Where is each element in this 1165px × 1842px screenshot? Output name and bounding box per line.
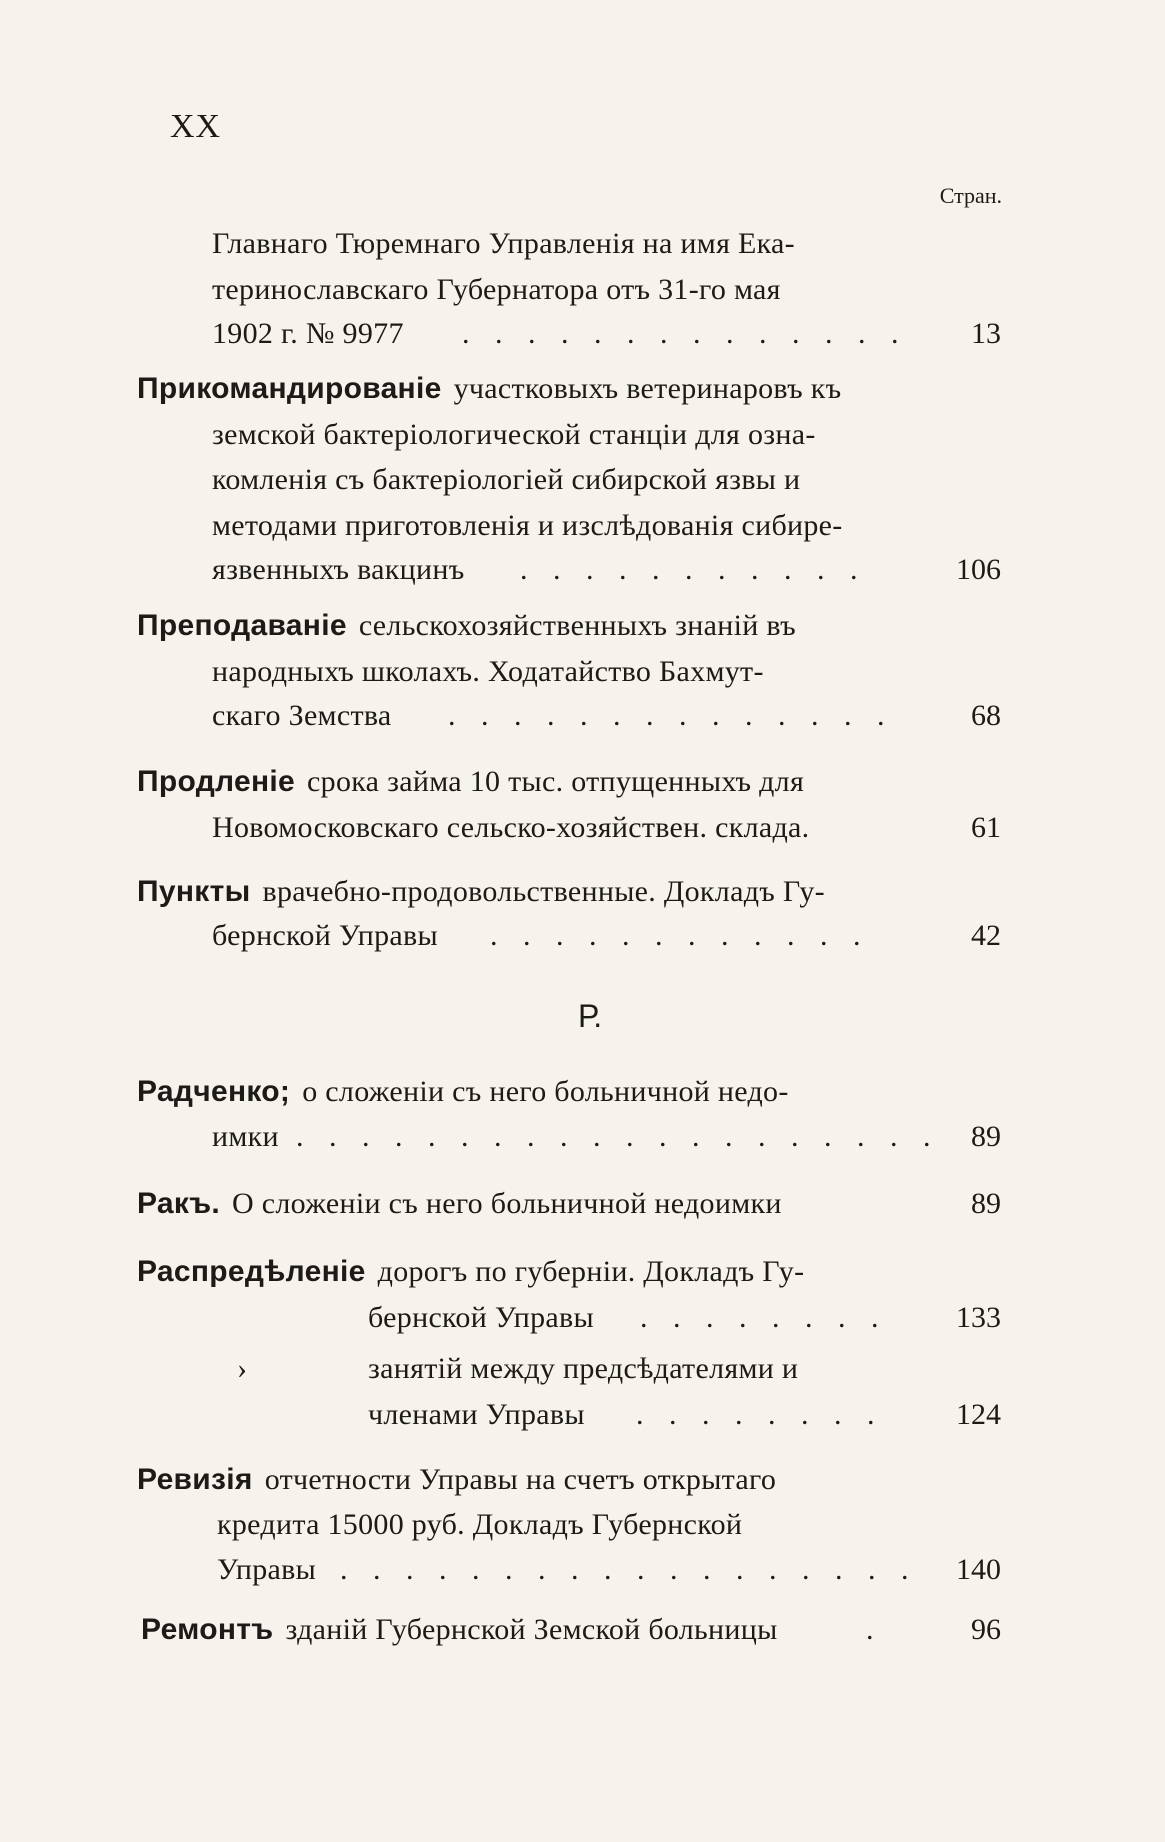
index-line (0, 1608, 1165, 1652)
entry-text: сельскохозяйственныхъ знаній въ (358, 609, 796, 642)
entry-text: методами приготовленія и изслѣдованія сибире- (212, 509, 843, 542)
entry-page: 133 (956, 1301, 1001, 1334)
entry-keyword: Распредѣленіе (137, 1255, 366, 1288)
entry-text: комленія съ бактеріологіей сибирской язвы и (212, 463, 801, 496)
leader-dots: . . . . . . . . . . . . . . (448, 699, 894, 732)
index-line (0, 760, 1165, 804)
entry-page: 124 (956, 1398, 1001, 1431)
entry-text: кредита 15000 руб. Докладъ Губернской (217, 1508, 743, 1541)
index-line (0, 1503, 1165, 1547)
index-line (0, 1296, 1165, 1340)
index-line (0, 268, 1165, 312)
entry-text: членами Управы (368, 1398, 585, 1431)
leader-dots: . . . . . . . . . . . . . . . . . . . . (296, 1120, 940, 1153)
entry-text: теринославскаго Губернатора отъ 31-го мая (212, 273, 781, 306)
entry-keyword: Радченко; (137, 1075, 291, 1108)
entry-page: 96 (971, 1613, 1001, 1646)
entry-keyword: Прикомандированіе (137, 372, 442, 405)
index-line (0, 1347, 1165, 1391)
page-number: XX (170, 108, 222, 145)
entry-text: скаго Земства (212, 699, 392, 732)
entry-page: 89 (971, 1187, 1001, 1220)
index-line (0, 312, 1165, 356)
index-line (0, 548, 1165, 592)
leader-dots: . (866, 1613, 883, 1646)
entry-keyword: Ремонтъ (141, 1613, 274, 1646)
entry-text: язвенныхъ вакцинъ (212, 553, 465, 586)
index-line (0, 458, 1165, 502)
entry-page: 68 (971, 699, 1001, 732)
index-line (0, 1393, 1165, 1437)
leader-dots: . . . . . . . . . . . (520, 553, 867, 586)
index-line (0, 1458, 1165, 1502)
entry-text: врачебно-продовольственные. Докладъ Гу- (262, 875, 825, 908)
index-line (0, 694, 1165, 738)
leader-dots: . . . . . . . . . . . . . . (462, 317, 908, 350)
leader-dots: . . . . . . . . . . . . . . . . . . (340, 1553, 918, 1586)
entry-text: земской бактеріологической станціи для озна- (212, 418, 816, 451)
section-letter: Р. (578, 998, 603, 1034)
ditto-mark: › (237, 1352, 248, 1385)
entry-text: 1902 г. № 9977 (212, 317, 404, 350)
index-line (0, 1182, 1165, 1226)
index-line (0, 1070, 1165, 1114)
entry-text: занятій между предсѣдателями и (368, 1352, 799, 1385)
entry-text: Главнаго Тюремнаго Управленія на имя Ека- (212, 227, 795, 260)
leader-dots: . . . . . . . . (640, 1301, 888, 1334)
entry-text: участковыхъ ветеринаровъ къ (453, 372, 842, 405)
entry-text: О сложеніи съ него больничной недоимки (232, 1187, 782, 1220)
entry-text: отчетности Управы на счетъ открытаго (264, 1463, 777, 1496)
index-line (0, 1250, 1165, 1294)
entry-page: 89 (971, 1120, 1001, 1153)
entry-text: Новомосковскаго сельско-хозяйствен. склада. (212, 811, 810, 844)
index-line (0, 367, 1165, 411)
entry-text: о сложеніи съ него больничной недо- (302, 1075, 789, 1108)
leader-dots: . . . . . . . . . . . . (490, 919, 870, 952)
entry-keyword: Ракъ. (137, 1187, 221, 1220)
entry-keyword: Преподаваніе (137, 609, 347, 642)
index-line (0, 604, 1165, 648)
index-line (0, 1548, 1165, 1592)
entry-page: 13 (971, 317, 1001, 350)
entry-text: имки (212, 1120, 279, 1153)
entry-page: 61 (971, 811, 1001, 844)
index-line (0, 504, 1165, 548)
entry-text: дорогъ по губерніи. Докладъ Гу- (377, 1255, 805, 1288)
entry-page: 140 (956, 1553, 1001, 1586)
entry-text: народныхъ школахъ. Ходатайство Бахмут- (212, 655, 764, 688)
entry-text: срока займа 10 тыс. отпущенныхъ для (307, 765, 805, 798)
entry-keyword: Ревизія (137, 1463, 253, 1496)
entry-keyword: Продленіе (137, 765, 296, 798)
entry-text: бернской Управы (212, 919, 438, 952)
entry-page: 42 (971, 919, 1001, 952)
index-line (0, 413, 1165, 457)
index-line (0, 870, 1165, 914)
entry-keyword: Пункты (137, 875, 251, 908)
index-line (0, 1115, 1165, 1159)
index-line (0, 650, 1165, 694)
page-column-header: Стран. (939, 183, 1002, 208)
leader-dots: . . . . . . . . (636, 1398, 884, 1431)
index-line (0, 222, 1165, 266)
entry-text: бернской Управы (368, 1301, 594, 1334)
entry-page: 106 (956, 553, 1001, 586)
index-line (0, 914, 1165, 958)
entry-text: Управы (217, 1553, 317, 1586)
entry-text: зданій Губернской Земской больницы (285, 1613, 778, 1646)
index-line (0, 806, 1165, 850)
